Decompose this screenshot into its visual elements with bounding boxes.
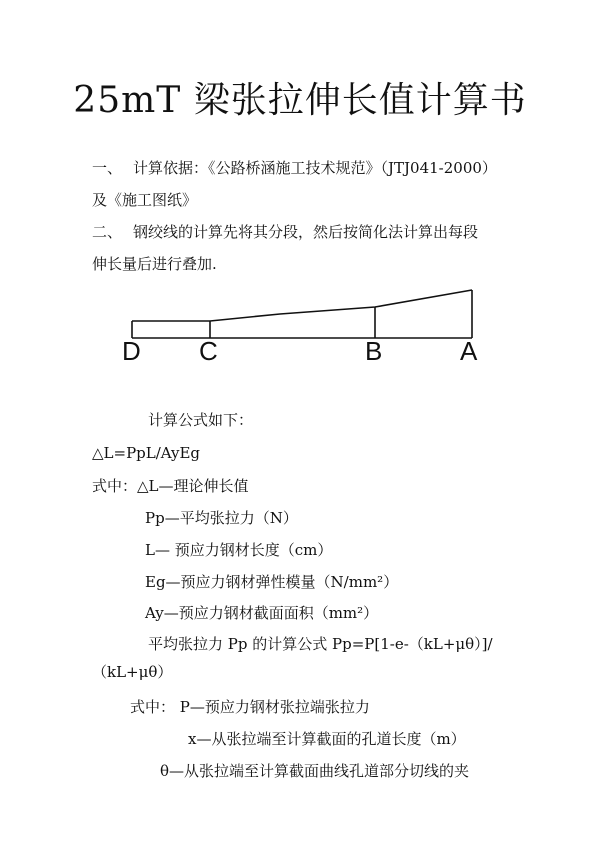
label-d: D	[122, 336, 141, 366]
var-pp: Pp—平均张拉力（N）	[145, 509, 298, 527]
document-title: 25mT 梁张拉伸长值计算书	[73, 80, 527, 121]
section-1-text-cont: 及《施工图纸》	[92, 191, 198, 209]
avg-formula-line2: （kL+μθ）	[92, 663, 173, 681]
formula-where: 式中：△L—理论伸长值	[92, 477, 249, 495]
label-a: A	[460, 336, 478, 366]
where-x: x—从张拉端至计算截面的孔道长度（m）	[188, 730, 466, 748]
section-1-text: 计算依据：《公路桥涵施工技术规范》（JTJ041-2000）	[133, 159, 497, 177]
where-p: 式中： P—预应力钢材张拉端张拉力	[130, 698, 370, 716]
label-b: B	[365, 336, 383, 366]
avg-formula-line1: 平均张拉力 Pp 的计算公式 Pp=P[1-e-（kL+μθ）]/	[148, 635, 493, 653]
var-ay: Ay—预应力钢材截面面积（mm²）	[145, 604, 379, 622]
formula-intro: 计算公式如下：	[148, 411, 254, 429]
tendon-segment-diagram	[110, 280, 500, 370]
label-c: C	[199, 336, 218, 366]
section-1-number: 一、	[92, 159, 123, 177]
tendon-curve	[210, 290, 472, 321]
where-theta: θ—从张拉端至计算截面曲线孔道部分切线的夹	[160, 762, 470, 780]
formula-main: △L=PpL/AyEg	[92, 444, 201, 462]
section-2-number: 二、	[92, 223, 123, 241]
var-l: L— 预应力钢材长度（cm）	[145, 541, 333, 559]
section-2-text: 钢绞线的计算先将其分段，然后按简化法计算出每段	[133, 223, 479, 241]
section-2-text-cont: 伸长量后进行叠加.	[92, 255, 217, 273]
var-eg: Eg—预应力钢材弹性模量（N/mm²）	[145, 573, 399, 591]
